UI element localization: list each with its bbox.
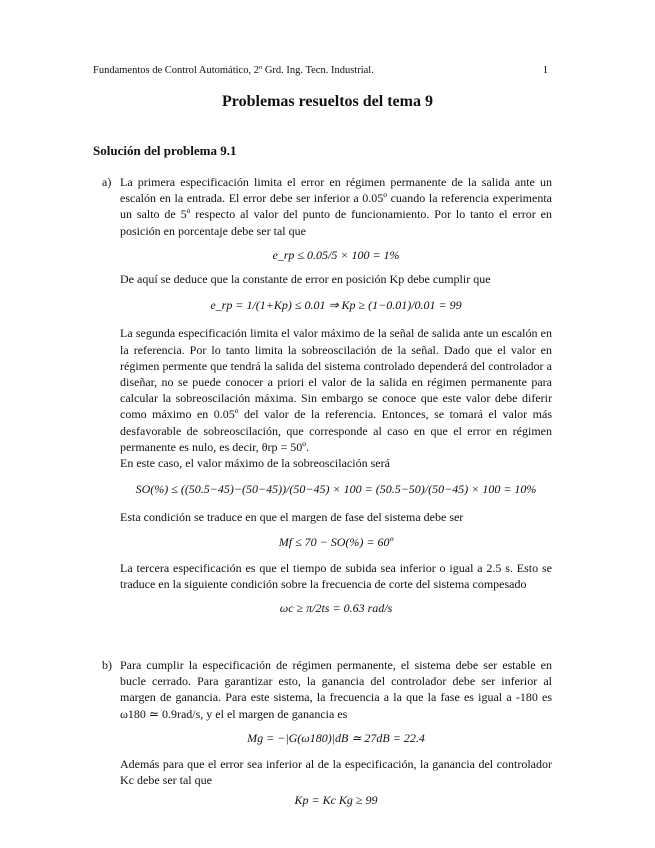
equation-crossover [120,600,552,616]
part-a-label: a) [102,175,112,189]
section-heading: Solución del problema 9.1 [93,143,237,158]
equation-text: e_rp ≤ 0.05/5 × 100 = 1% [272,247,400,262]
equation-text: ωc ≥ π/2ts = 0.63 rad/s [279,601,393,616]
running-header [93,65,548,76]
equation-controller-gain [120,792,552,808]
equation-kp-condition [120,297,552,313]
page-number: 1 [542,65,548,76]
equation-phase-margin [120,534,552,550]
part-a-paragraph-5: Esta condición se traduce en que el margen de fase del sistema debe ser [120,510,464,525]
equation-overshoot [120,481,552,497]
part-b [102,657,552,817]
part-b-paragraph-2: Además para que el error sea inferior al de la especificación, la ganancia del controlador Kc debe ser tal que [120,757,552,788]
part-a-paragraph-1: La primera especificación limita el error en régimen permanente de la salida ante un escalón en la entrada. El error debe ser inferior a 0.05º cuando la referencia experimenta un salto de 5º respecto al valor del punto de funcionamiento. Por lo tanto el error en posición en porcentaje debe ser tal que [120,175,552,238]
part-a-paragraph-3: La segunda especificación limita el valor máximo de la señal de salida ante un escalón en la referencia. Por lo tanto limita la sobreoscilación de la señal. Dado que el valor en régimen permente que tendrá la salida del sistema controlado dependerá del controlador a diseñar, no se puede conocer a priori el valor de la salida en régimen permanente para calcular la sobreoscilación máxima. Sin embargo se conoce que este valor debe diferir como máximo en 0.05º del valor de la referencia. Entonces, se tomará el valor más desfavorable de sobreoscilación, que corresponde al caso en que el error en régimen permanente es nulo, es decir, θrp = 50º. [120,326,552,454]
header-course: Fundamentos de Control Automático, 2º Grd. Ing. Tecn. Industrial. [93,65,374,76]
part-b-paragraph-1: Para cumplir la especificación de régimen permanente, el sistema debe ser estable en bucle cerrado. Para garantizar esto, la ganancia del controlador debe ser inferior al margen de ganancia. Para este sistema, la frecuencia a la que la fase es igual a -180 es ω180 ≃ 0.9rad/s, y el el margen de ganancia es [120,658,552,721]
part-a-paragraph-6: La tercera especificación es que el tiempo de subida sea inferior o igual a 2.5 s. Esto se traduce en la siguiente condición sobre la frecuencia de corte del sistema compesado [120,560,552,592]
part-a [102,174,552,624]
equation-text: SO(%) ≤ ((50.5−45)−(50−45))/(50−45) × 100 = (50.5−50)/(50−45) × 100 = 10% [135,482,537,497]
equation-text: Mf ≤ 70 − SO(%) = 60º [278,534,394,549]
equation-error-percent [120,247,552,263]
part-a-paragraph-4: En este caso, el valor máximo de la sobreoscilación será [120,456,390,471]
equation-text: Kp = Kc Kg ≥ 99 [294,793,378,808]
part-a-paragraph-2: De aquí se deduce que la constante de error en posición Kp debe cumplir que [120,272,491,287]
equation-text: Mg = −|G(ω180)|dB ≃ 27dB = 22.4 [247,730,425,745]
equation-text: e_rp = 1/(1+Kp) ≤ 0.01 ⇒ Kp ≥ (1−0.01)/0.01 = 99 [210,298,462,313]
equation-gain-margin [120,730,552,746]
part-b-label: b) [102,658,112,672]
document-title: Problemas resueltos del tema 9 [222,93,433,110]
